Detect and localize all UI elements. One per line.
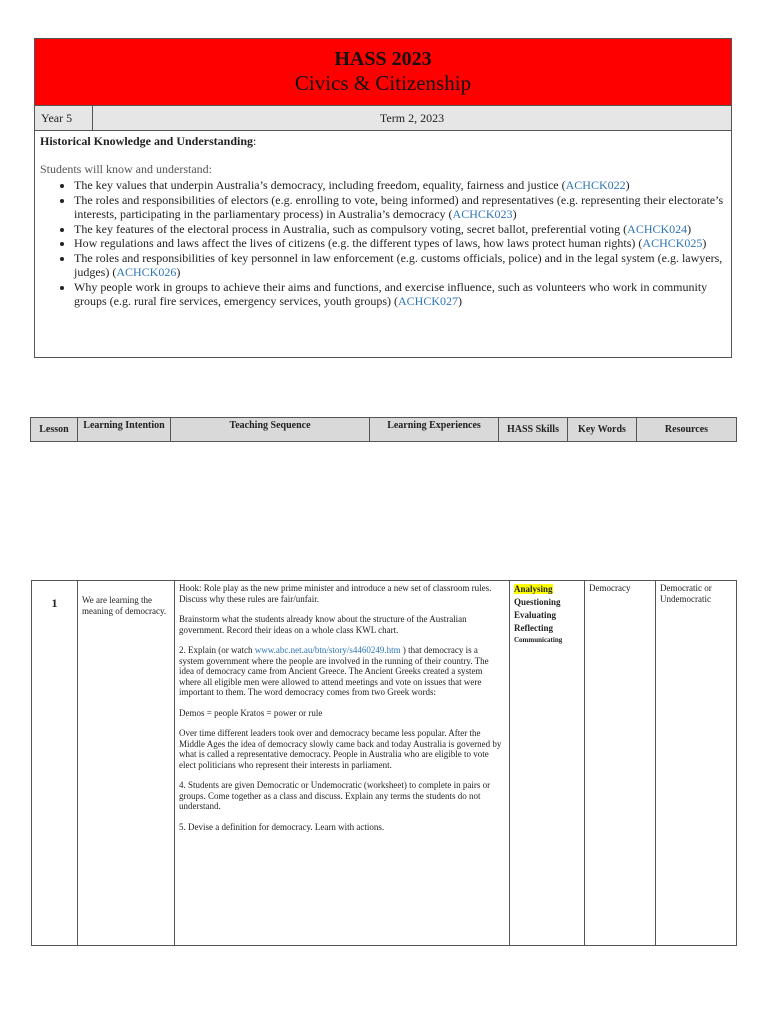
skill-evaluating: Evaluating (514, 610, 557, 620)
knowledge-item-text: Why people work in groups to achieve their aims and functions, and exercise influence, such as volunteers who work in community groups (e.g. rural fire services, emergency services, youth groups) ( (74, 279, 708, 308)
curriculum-code-link[interactable]: ACHCK022 (565, 178, 626, 192)
knowledge-item (74, 251, 726, 280)
knowledge-item-text: The key features of the electoral process in Australia, such as compulsory voting, secret ballot, preferential voting ( (74, 221, 628, 236)
knowledge-item-text: The roles and responsibilities of electors (e.g. enrolling to vote, being informed) and representatives (e.g. representing their electorate’s interests, participating in the parliamentary process) in Australia’s democracy ( (74, 192, 724, 221)
over-time-text: Over time different leaders took over and democracy became less popular. After the Middle Ages the idea of democracy slowly came back and today Australia is governed by what is called a representative democracy. People in Australia who are eligible to vote elect politicians who represent their interests in parliament. (179, 728, 502, 770)
knowledge-title: Historical Knowledge and Understanding (40, 134, 254, 148)
year-term-row (35, 106, 731, 131)
knowledge-item-close: ) (176, 265, 181, 279)
knowledge-intro: Students will know and understand: (40, 162, 212, 176)
brainstorm-text: Brainstorm what the students already know about the structure of the Australian government. Record their ideas on a whole class KWL chart. (179, 614, 467, 635)
curriculum-code-link[interactable]: ACHCK025 (642, 236, 703, 250)
col-learning-intention: Learning Intention (78, 418, 171, 442)
knowledge-item-close: ) (702, 236, 707, 250)
title-banner (35, 39, 731, 106)
knowledge-item-text: The roles and responsibilities of key personnel in law enforcement (e.g. customs officials, police) and in the legal system (e.g. lawyers, judges) ( (74, 250, 723, 279)
skill-analysing: Analysing (514, 584, 553, 594)
col-learning-experiences: Learning Experiences (370, 418, 499, 442)
page-title: HASS 2023 (334, 48, 432, 70)
lesson-number: 1 (32, 581, 78, 946)
curriculum-code-link[interactable]: ACHCK024 (627, 221, 688, 236)
knowledge-item (74, 236, 726, 251)
step-5-text: 5. Devise a definition for democracy. Learn with actions. (179, 821, 385, 832)
col-hass-skills: HASS Skills (499, 418, 568, 442)
knowledge-colon: : (253, 134, 257, 148)
knowledge-section (35, 131, 731, 309)
knowledge-item-text: How regulations and laws affect the lives of citizens (e.g. the different types of laws, how laws protect human rights) ( (74, 236, 643, 250)
explain-pre: 2. Explain (or watch (179, 645, 255, 655)
knowledge-item (74, 280, 726, 309)
unit-header (34, 38, 732, 358)
column-header-row (31, 418, 737, 442)
hook-text: Hook: Role play as the new prime minister and introduce a new set of classroom rules. Discuss why these rules are fair/unfair. (179, 583, 492, 604)
col-key-words: Key Words (568, 418, 637, 442)
col-lesson: Lesson (31, 418, 78, 442)
knowledge-item (74, 178, 726, 193)
table-row (32, 581, 737, 946)
knowledge-list (40, 178, 726, 309)
knowledge-item-close: ) (512, 207, 517, 221)
resources: Democratic or Undemocratic (656, 581, 737, 946)
curriculum-code-link[interactable]: ACHCK026 (116, 265, 177, 279)
col-teaching-sequence: Teaching Sequence (171, 418, 370, 442)
column-header-table (30, 417, 737, 442)
curriculum-code-link[interactable]: ACHCK027 (398, 294, 459, 308)
skill-questioning: Questioning (514, 597, 561, 607)
knowledge-item-close: ) (687, 221, 692, 236)
hass-skills (510, 581, 585, 946)
abc-btn-link[interactable]: www.abc.net.au/btn/story/s4460249.htm (254, 645, 401, 655)
col-resources: Resources (637, 418, 737, 442)
knowledge-item-close: ) (458, 294, 463, 308)
knowledge-heading (40, 134, 726, 149)
explain-text (179, 645, 505, 698)
demos-text: Demos = people Kratos = power or rule (179, 707, 323, 718)
lesson-table (31, 580, 737, 946)
skill-reflecting: Reflecting (514, 623, 553, 633)
page-subtitle: Civics & Citizenship (294, 71, 472, 95)
step-4-text: 4. Students are given Democratic or Undemocratic (worksheet) to complete in pairs or groups. Come together as a class and discuss. Explain any terms the students do not understand. (179, 780, 491, 811)
skill-communicating: Communicating (514, 636, 563, 644)
knowledge-item-text: The key values that underpin Australia’s democracy, including freedom, equality, fairness and justice ( (74, 178, 566, 192)
knowledge-item-close: ) (625, 178, 630, 192)
explain-post: ) that democracy is a system government where the people are involved in the running of their country. The idea of democracy came from Ancient Greece. The Ancient Greeks created a system where all eligible men were allowed to attend meetings and vote on issues that were important to them. The word democracy comes from two Greek words: (179, 645, 489, 697)
teaching-sequence (175, 581, 510, 946)
year-cell: Year 5 (35, 106, 93, 130)
knowledge-item (74, 222, 726, 237)
knowledge-item (74, 193, 726, 222)
learning-intention: We are learning the meaning of democracy. (78, 581, 175, 946)
term-cell: Term 2, 2023 (379, 111, 445, 125)
key-words: Democracy (585, 581, 656, 946)
curriculum-code-link[interactable]: ACHCK023 (452, 207, 513, 221)
